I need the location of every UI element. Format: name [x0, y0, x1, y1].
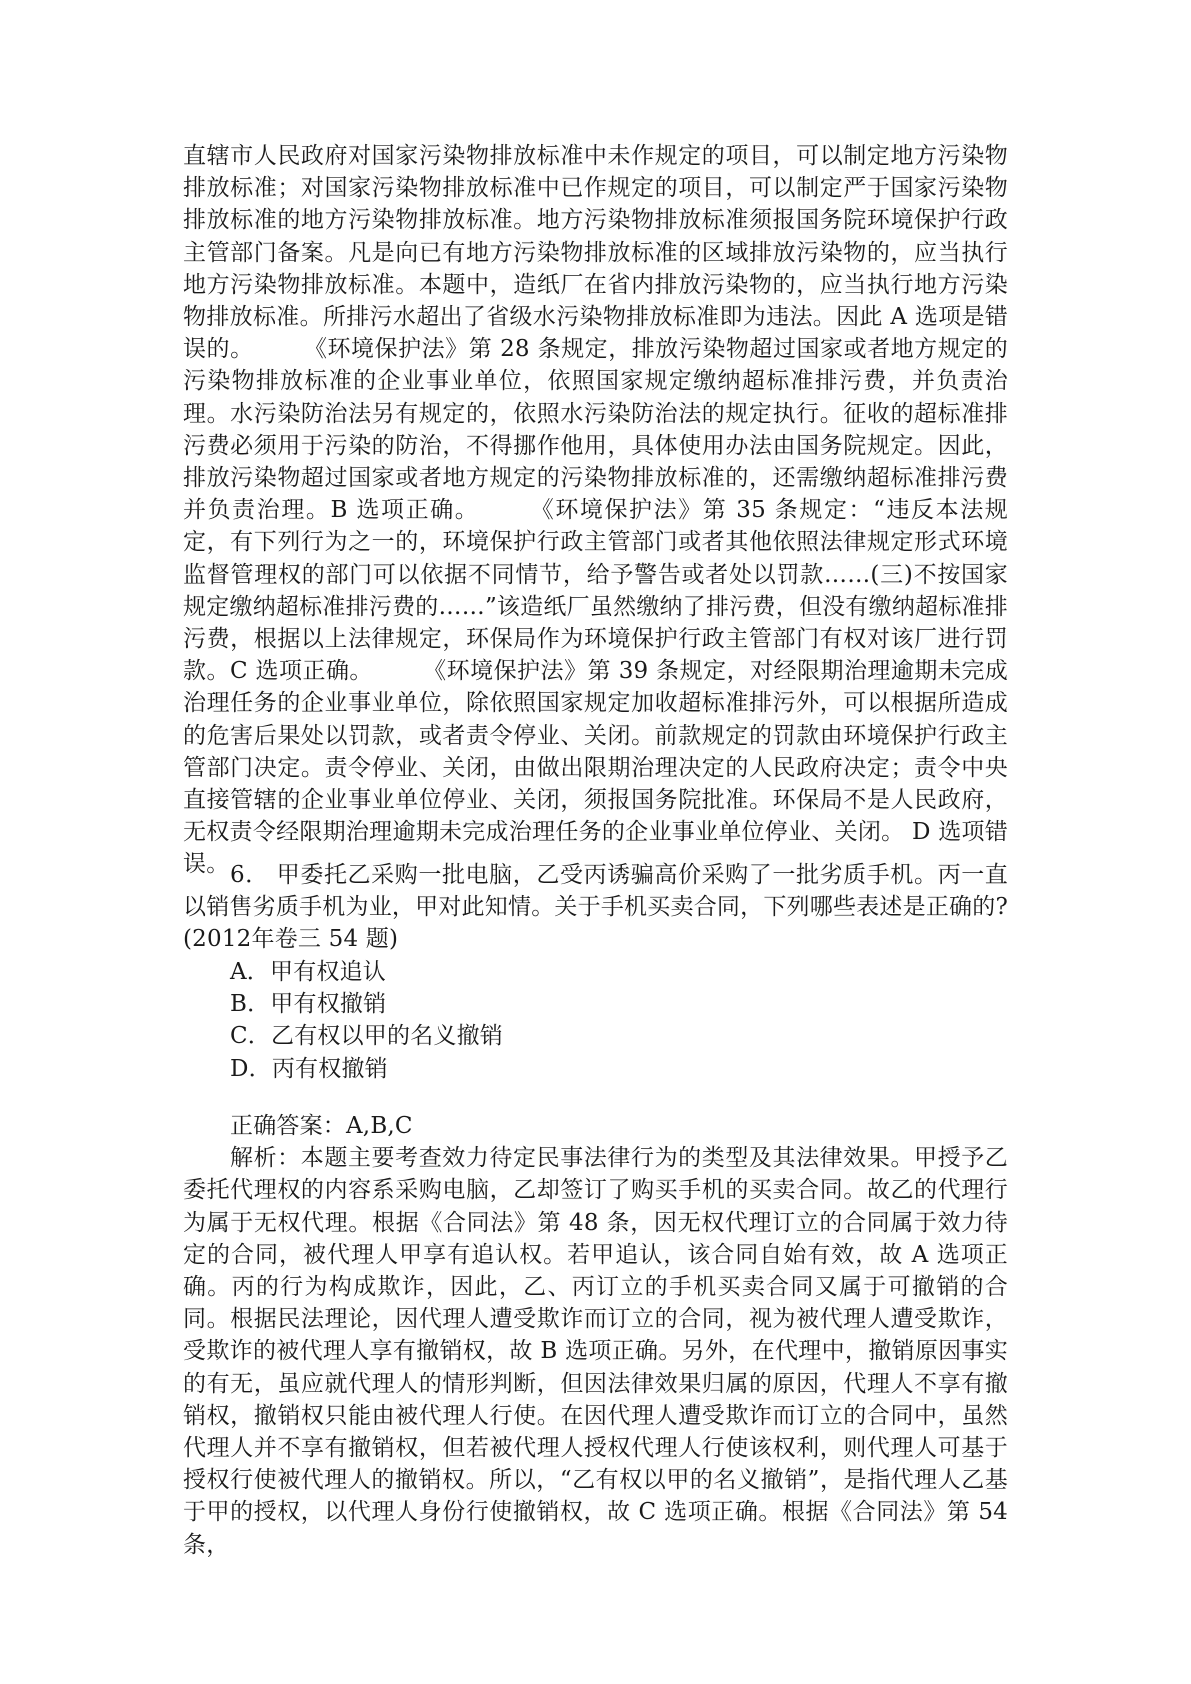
correct-answer: 正确答案：A,B,C	[230, 1113, 413, 1139]
question-section	[183, 859, 1008, 1085]
option-d: D．丙有权撤销	[230, 1055, 388, 1082]
option-c: C．乙有权以甲的名义撤销	[230, 1023, 503, 1050]
option-b: B．甲有权撤销	[230, 990, 387, 1017]
answer-section	[183, 1110, 1008, 1561]
explanation-text-4: 《环境保护法》第 39 条规定，对经限期治理逾期未完成治理任务的企业事业单位，除依照国家规定加收超标准排污外，可以根据所造成的危害后果处以罚款，或者责令停业、关闭。前款规定的罚款由环境保护行政主管部门决定。责令停业、关闭，由做出限期治理决定的人民政府决定；责令中央直接管辖的企业事业单位停业、关闭，须报国务院批准。环保局不是人民政府，无权责令经限期治理逾期未完成治理任务的企业事业单位停业、关闭。 D 选项错误。	[183, 658, 1008, 878]
explanation-paragraph	[183, 140, 1008, 881]
explanation-text-2: 《环境保护法》第 28 条规定，排放污染物超过国家或者地方规定的污染物排放标准的企业事业单位，依照国家规定缴纳超标准排污费，并负责治理。水污染防治法另有规定的，依照水污染防治法的规定执行。征收的超标准排污费必须用于污染的防治，不得挪作他用，具体使用办法由国务院规定。因此，排放污染物超过国家或者地方规定的污染物排放标准的，还需缴纳超标准排污费并负责治理。B 选项正确。	[183, 336, 1008, 524]
question-stem: 6． 甲委托乙采购一批电脑，乙受丙诱骗高价采购了一批劣质手机。丙一直以销售劣质手机为业，甲对此知情。关于手机买卖合同，下列哪些表述是正确的?(2012年卷三 54 题)	[183, 862, 1008, 953]
explanation-text-1: 直辖市人民政府对国家污染物排放标准中未作规定的项目，可以制定地方污染物排放标准；对国家污染物排放标准中已作规定的项目，可以制定严于国家污染物排放标准的地方污染物排放标准。地方污染物排放标准须报国务院环境保护行政主管部门备案。凡是向已有地方污染物排放标准的区域排放污染物的，应当执行地方污染物排放标准。本题中，造纸厂在省内排放污染物的，应当执行地方污染物排放标准。所排污水超出了省级水污染物排放标准即为违法。因此 A 选项是错误的。	[183, 143, 1008, 363]
answer-analysis: 解析：本题主要考查效力待定民事法律行为的类型及其法律效果。甲授予乙委托代理权的内容系采购电脑，乙却签订了购买手机的买卖合同。故乙的代理行为属于无权代理。根据《合同法》第 48 条，因无权代理订立的合同属于效力待定的合同，被代理人甲享有追认权。若甲追认，该合同自始有效，故 A 选项正确。丙的行为构成欺诈，因此，乙、丙订立的手机买卖合同又属于可撤销的合同。根据民法理论，因代理人遭受欺诈而订立的合同，视为被代理人遭受欺诈，受欺诈的被代理人享有撤销权，故 B 选项正确。另外，在代理中，撤销原因事实的有无，虽应就代理人的情形判断，但因法律效果归属的原因，代理人不享有撤销权，撤销权只能由被代理人行使。在因代理人遭受欺诈而订立的合同中，虽然代理人并不享有撤销权，但若被代理人授权代理人行使该权利，则代理人可基于授权行使被代理人的撤销权。所以，“乙有权以甲的名义撤销”，是指代理人乙基于甲的授权，以代理人身份行使撤销权，故 C 选项正确。根据《合同法》第 54 条，	[183, 1145, 1008, 1558]
option-list	[183, 956, 1008, 1085]
explanation-section	[183, 140, 1008, 881]
option-a: A．甲有权追认	[230, 958, 387, 985]
explanation-text-3: 《环境保护法》第 35 条规定：“违反本法规定，有下列行为之一的，环境保护行政主管部门或者其他依照法律规定形式环境监督管理权的部门可以依据不同情节，给予警告或者处以罚款……(三)不按国家规定缴纳超标准排污费的……”该造纸厂虽然缴纳了排污费，但没有缴纳超标准排污费，根据以上法律规定，环保局作为环境保护行政主管部门有权对该厂进行罚款。C 选项正确。	[183, 497, 1008, 685]
